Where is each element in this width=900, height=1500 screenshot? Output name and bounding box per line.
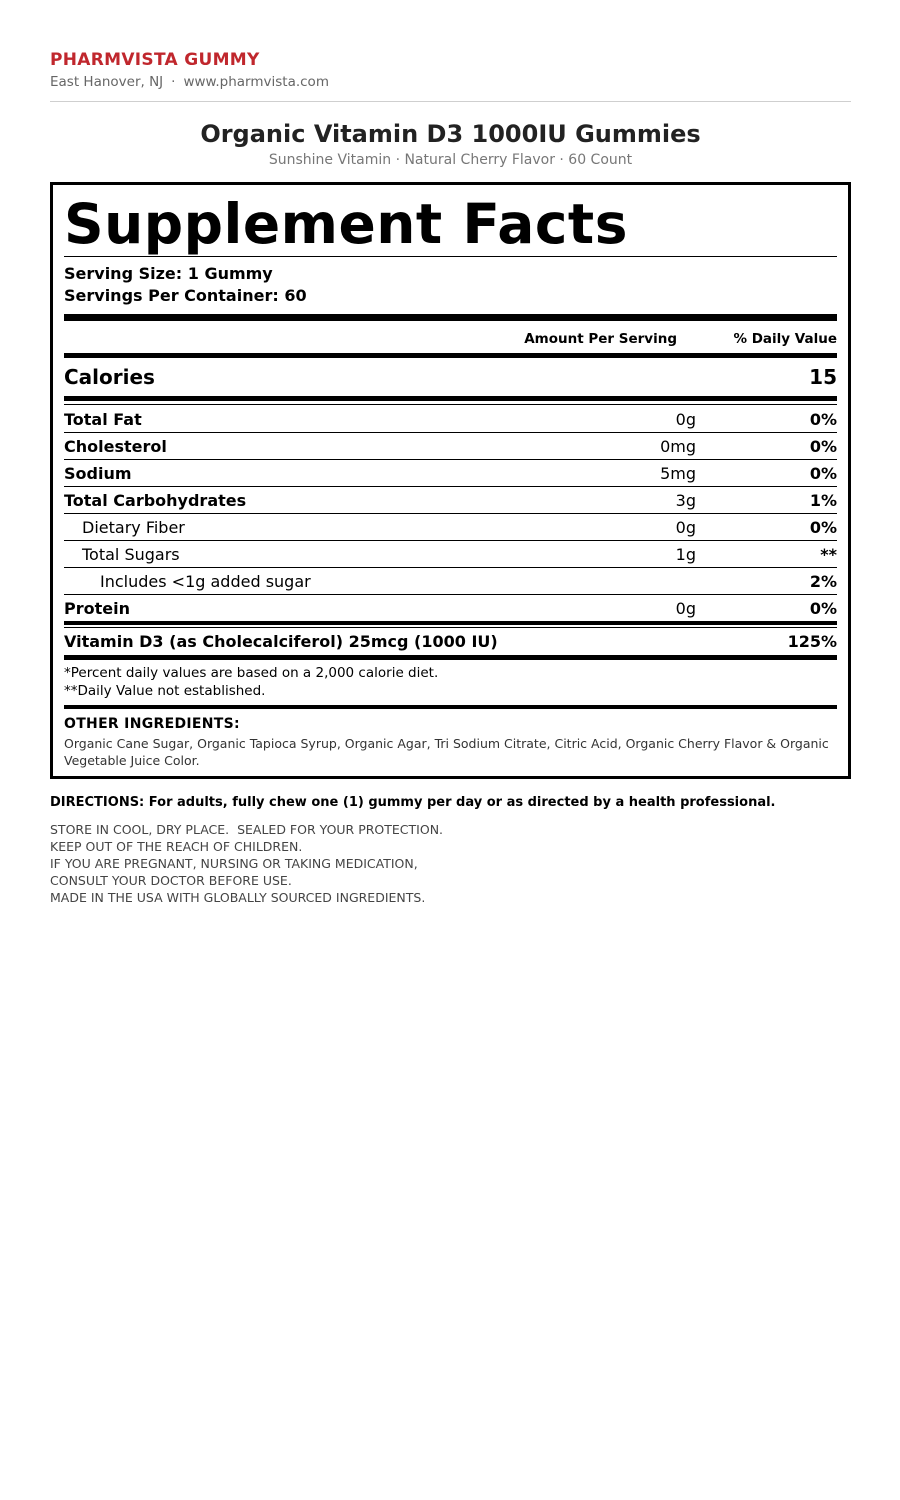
supplement-facts-panel — [50, 182, 851, 779]
product-subtitle: Sunshine Vitamin · Natural Cherry Flavor · 60 Count — [268, 152, 633, 168]
nutrient-amount: 0g — [675, 518, 696, 537]
ingredients-rule — [64, 705, 837, 709]
product-title: Organic Vitamin D3 1000IU Gummies — [200, 120, 701, 148]
calories-thin-rule — [64, 404, 837, 405]
nutrient-row — [64, 514, 837, 541]
nutrient-daily-value: 0% — [809, 464, 837, 483]
nutrient-daily-value: 0% — [809, 437, 837, 456]
nutrient-row — [64, 541, 837, 568]
vitamin-rule-top — [64, 621, 837, 625]
nutrient-row — [64, 460, 837, 487]
serving-size: Serving Size: 1 Gummy — [64, 264, 273, 283]
nutrient-amount: 0mg — [660, 437, 696, 456]
heading-rule — [64, 256, 837, 257]
nutrient-daily-value: 0% — [809, 518, 837, 537]
nutrient-daily-value: 0% — [809, 410, 837, 429]
calories-label: Calories — [64, 365, 155, 389]
footnote-dv-not-established: **Daily Value not established. — [64, 683, 266, 699]
nutrient-amount: 1g — [675, 545, 696, 564]
nutrient-name: Total Carbohydrates — [64, 491, 247, 510]
amount-per-serving-header: Amount Per Serving — [524, 331, 677, 347]
nutrient-amount: 5mg — [660, 464, 696, 483]
nutrient-name: Cholesterol — [64, 437, 167, 456]
nutrient-daily-value: 2% — [809, 572, 837, 591]
nutrient-name: Sodium — [64, 464, 132, 483]
nutrient-amount: 3g — [675, 491, 696, 510]
column-header-rule — [64, 353, 837, 358]
storage-warnings — [50, 821, 443, 906]
brand-separator: · — [171, 74, 176, 90]
storage-line: IF YOU ARE PREGNANT, NURSING OR TAKING MEDICATION, — [50, 856, 418, 871]
storage-line: MADE IN THE USA WITH GLOBALLY SOURCED INGREDIENTS. — [50, 890, 426, 905]
other-ingredients-text: Organic Cane Sugar, Organic Tapioca Syrup, Organic Agar, Tri Sodium Citrate, Citric Acid, Organic Cherry Flavor & Organic Vegetable Juice Color. — [64, 736, 829, 768]
other-ingredients-heading: OTHER INGREDIENTS: — [64, 716, 240, 732]
nutrient-row — [64, 406, 837, 433]
nutrient-amount: 0g — [675, 410, 696, 429]
servings-per-container: Servings Per Container: 60 — [64, 286, 307, 305]
nutrient-row — [64, 595, 837, 622]
directions-text: DIRECTIONS: For adults, fully chew one (1) gummy per day or as directed by a health professional. — [50, 795, 776, 810]
nutrient-daily-value: 0% — [809, 599, 837, 618]
calories-rule — [64, 396, 837, 401]
nutrient-row — [64, 487, 837, 514]
footnote-percent-dv: *Percent daily values are based on a 2,000 calorie diet. — [64, 665, 439, 681]
nutrient-amount: 0g — [675, 599, 696, 618]
facts-heading: Supplement Facts — [64, 192, 628, 256]
nutrient-name: Dietary Fiber — [82, 518, 185, 537]
nutrient-name: Protein — [64, 599, 130, 618]
thick-rule-top — [64, 314, 837, 321]
nutrient-name: Includes <1g added sugar — [100, 572, 311, 591]
nutrient-name: Total Fat — [64, 410, 142, 429]
brand-divider — [50, 101, 851, 102]
brand-contact — [50, 74, 329, 90]
storage-line: KEEP OUT OF THE REACH OF CHILDREN. — [50, 839, 303, 854]
calories-value: 15 — [809, 365, 837, 389]
brand-location: East Hanover, NJ — [50, 74, 164, 90]
nutrient-daily-value: 1% — [809, 491, 837, 510]
daily-value-header: % Daily Value — [733, 331, 837, 347]
nutrient-row — [64, 433, 837, 460]
storage-line: STORE IN COOL, DRY PLACE. SEALED FOR YOUR PROTECTION. — [50, 822, 444, 837]
vitamin-row — [64, 632, 837, 651]
brand-website: www.pharmvista.com — [183, 74, 329, 90]
vitamin-daily-value: 125% — [787, 632, 837, 651]
nutrient-row — [64, 568, 837, 595]
vitamin-thin-rule — [64, 627, 837, 628]
brand-name: PHARMVISTA GUMMY — [50, 50, 260, 70]
vitamin-label: Vitamin D3 (as Cholecalciferol) 25mcg (1000 IU) — [64, 632, 498, 651]
nutrient-daily-value: ** — [820, 545, 837, 564]
vitamin-rule-bottom — [64, 655, 837, 660]
nutrient-name: Total Sugars — [82, 545, 180, 564]
storage-line: CONSULT YOUR DOCTOR BEFORE USE. — [50, 873, 292, 888]
